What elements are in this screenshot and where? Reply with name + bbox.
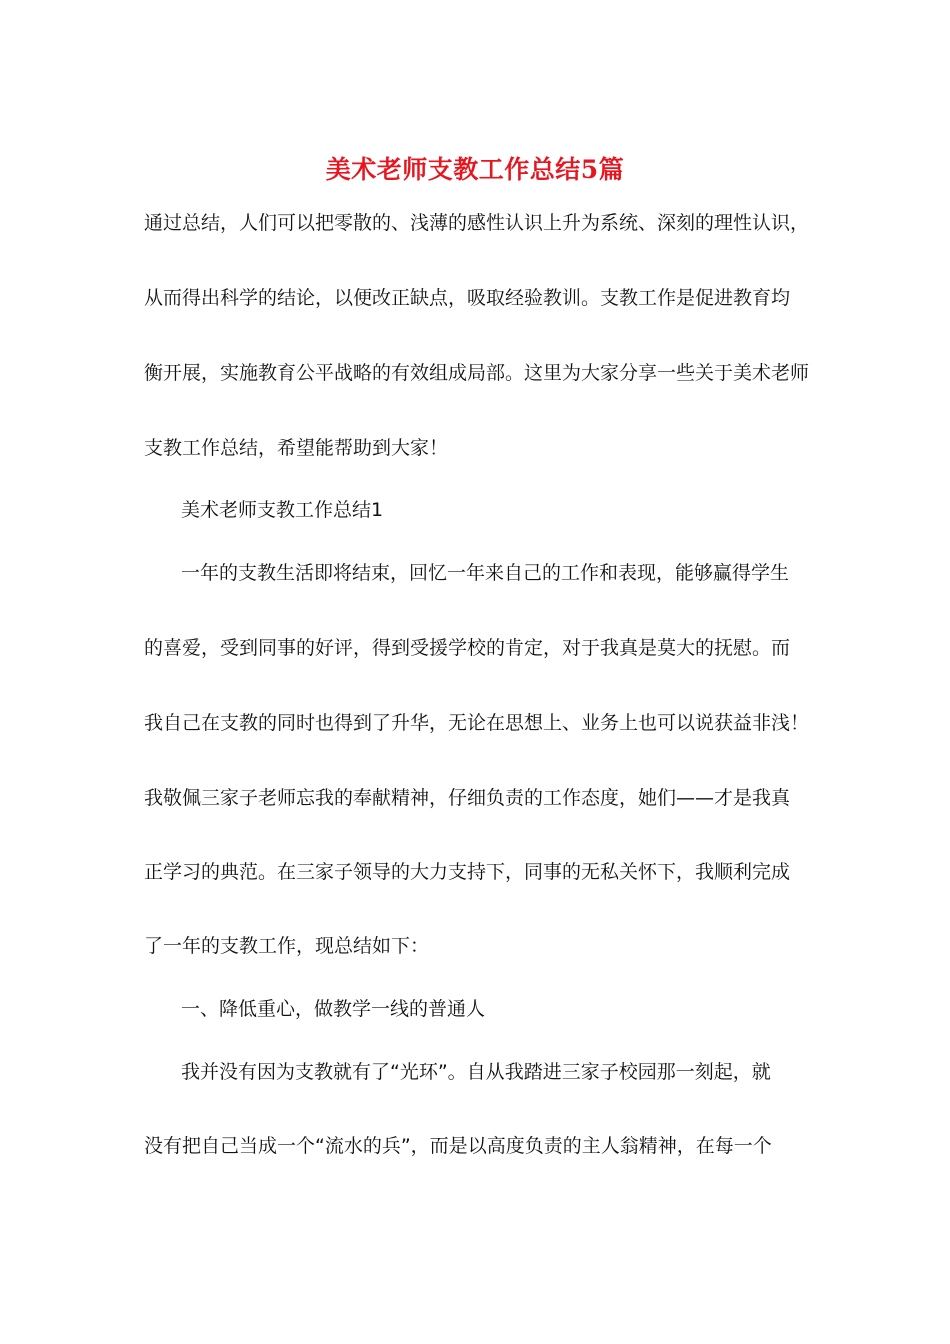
body-line-3: 我自己在支教的同时也得到了升华，无论在思想上、业务上也可以说获益非浅！ xyxy=(144,712,810,734)
intro-line-4: 支教工作总结，希望能帮助到大家！ xyxy=(144,437,449,459)
intro-line-2: 从而得出科学的结论，以便改正缺点，吸取经验教训。支教工作是促进教育均 xyxy=(144,287,791,309)
document-title: 美术老师支教工作总结5篇 xyxy=(325,155,625,184)
body-line-5: 正学习的典范。在三家子领导的大力支持下，同事的无私关怀下，我顺利完成 xyxy=(144,861,791,883)
body-line-6: 了一年的支教工作，现总结如下： xyxy=(144,935,430,957)
intro-line-3: 衡开展，实施教育公平战略的有效组成局部。这里为大家分享一些关于美术老师 xyxy=(144,362,810,384)
body-line-4: 我敬佩三家子老师忘我的奉献精神，仔细负责的工作态度，她们——才是我真 xyxy=(144,787,791,809)
body-line-7: 我并没有因为支教就有了“光环”。自从我踏进三家子校园那一刻起，就 xyxy=(181,1061,771,1083)
body-line-2: 的喜爱，受到同事的好评，得到受援学校的肯定，对于我真是莫大的抚慰。而 xyxy=(144,637,791,659)
subsection-heading: 一、降低重心，做教学一线的普通人 xyxy=(181,998,486,1020)
body-line-1: 一年的支教生活即将结束，回忆一年来自己的工作和表现，能够赢得学生 xyxy=(181,562,790,584)
body-line-8: 没有把自己当成一个“流水的兵”，而是以高度负责的主人翁精神，在每一个 xyxy=(144,1135,772,1157)
intro-line-1: 通过总结，人们可以把零散的、浅薄的感性认识上升为系统、深刻的理性认识， xyxy=(144,212,810,234)
section-heading: 美术老师支教工作总结1 xyxy=(181,499,384,521)
